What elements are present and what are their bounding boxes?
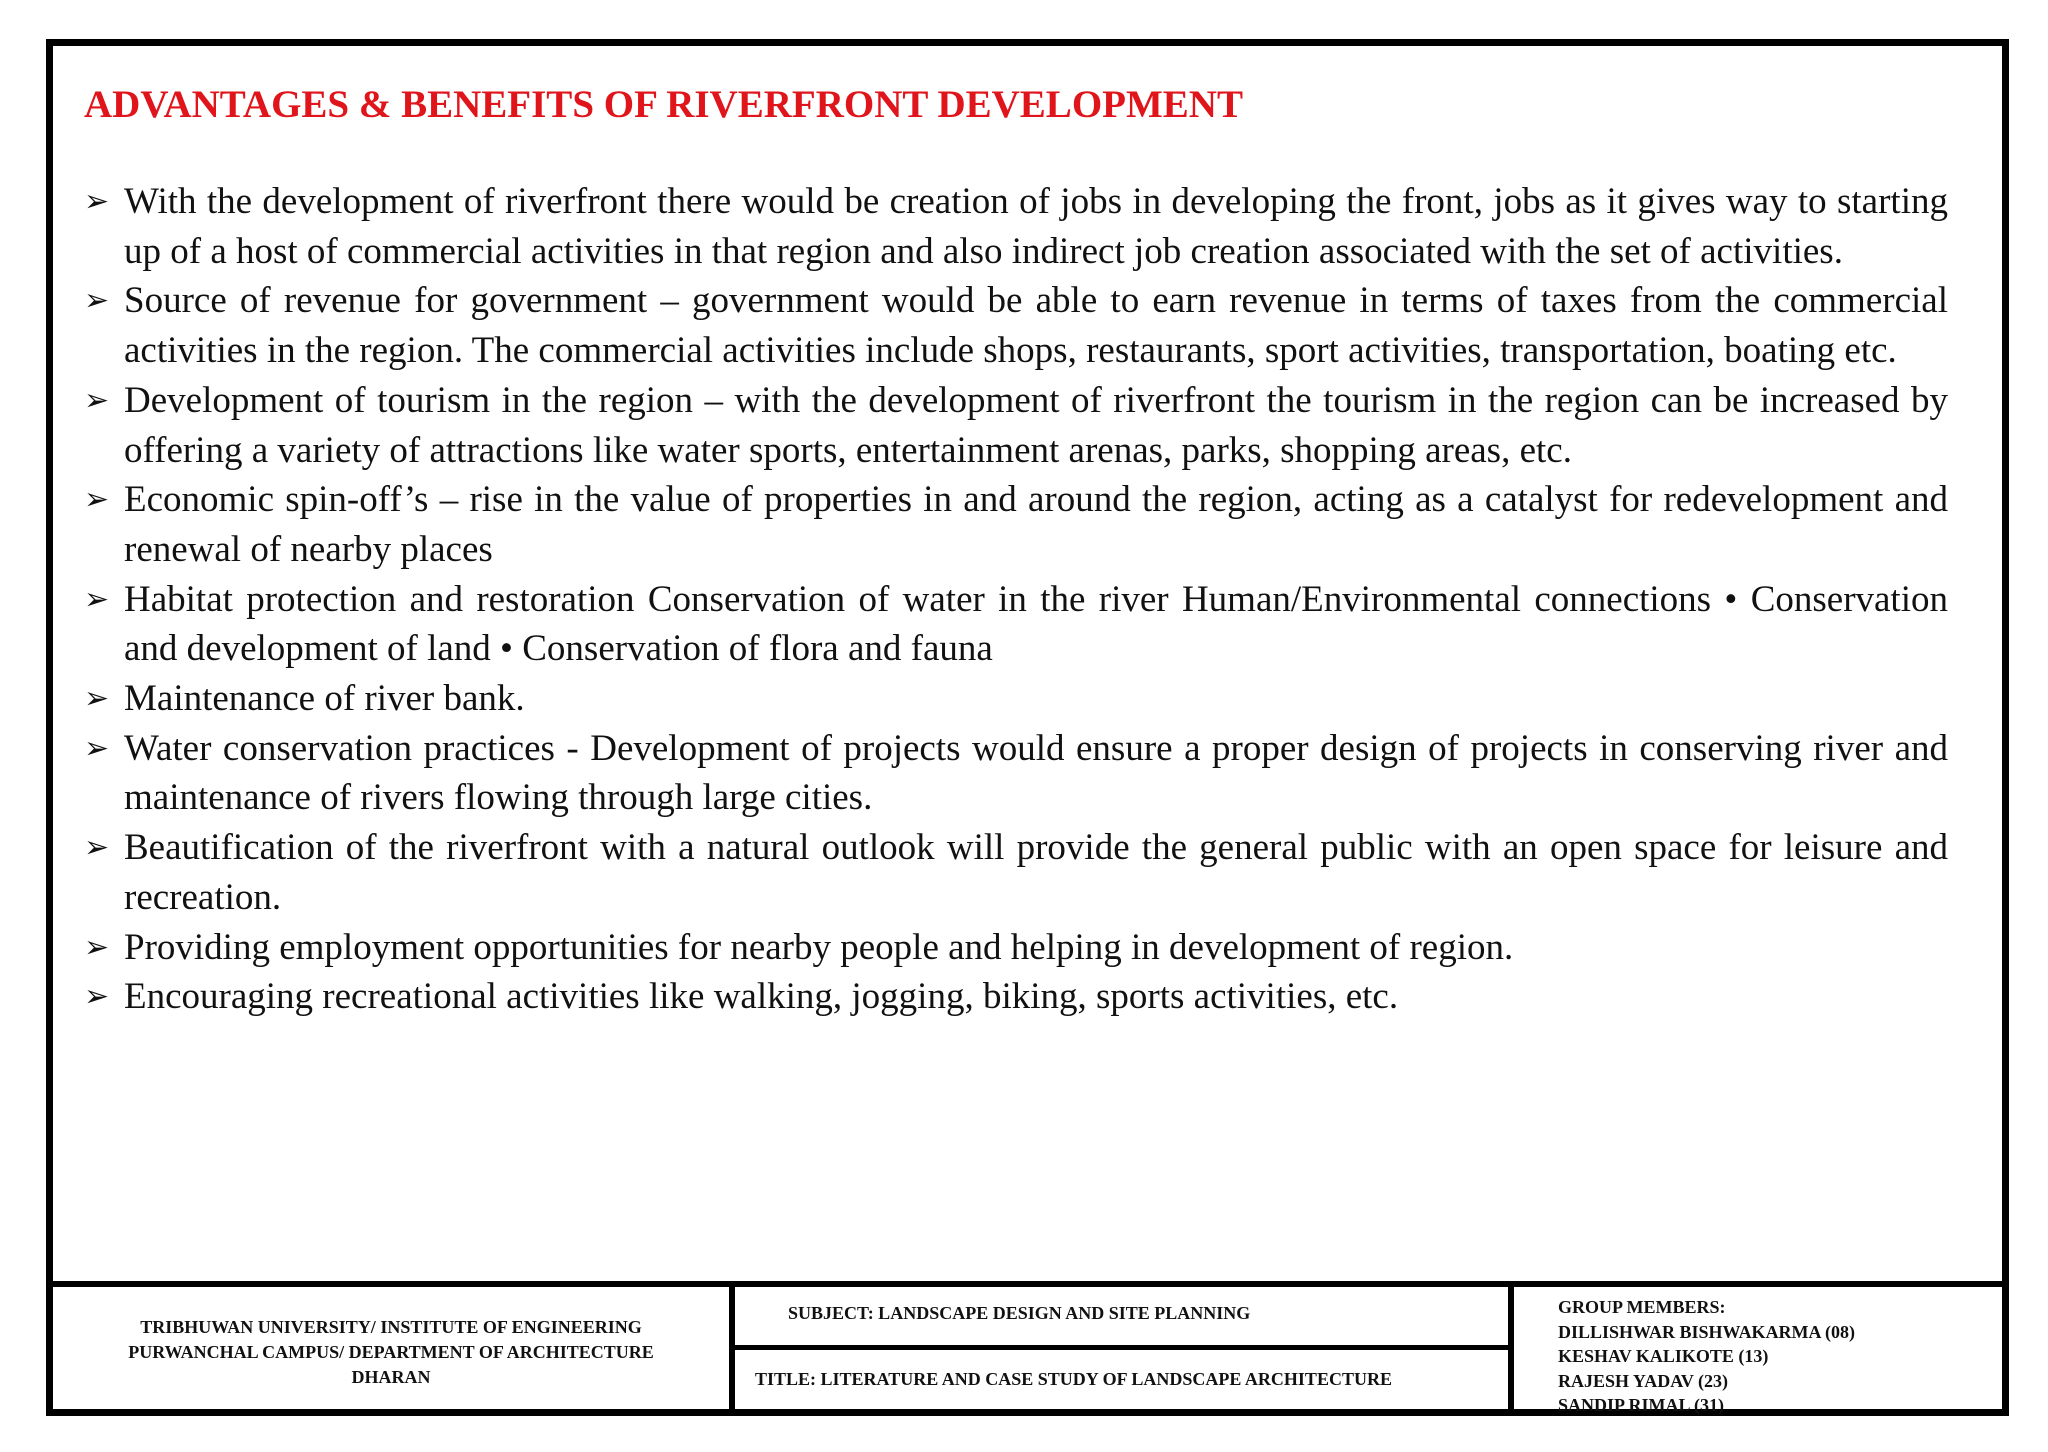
list-item <box>84 823 1948 922</box>
arrowhead-bullet-icon: ➢ <box>84 730 110 766</box>
arrowhead-bullet-icon: ➢ <box>84 482 110 518</box>
arrowhead-bullet-icon: ➢ <box>84 830 110 866</box>
bullet-list <box>84 177 1948 1022</box>
list-item <box>84 376 1948 475</box>
list-item <box>84 923 1948 973</box>
list-item <box>84 972 1948 1022</box>
subject-label: SUBJECT: LANDSCAPE DESIGN AND SITE PLANNING <box>788 1302 1251 1323</box>
group-members-heading: GROUP MEMBERS: <box>1558 1297 1726 1317</box>
bullet-text: Development of tourism in the region – with the development of riverfront the tourism in the region can be increased by offering a variety of attractions like water sports, entertainment arenas, parks, shopping areas, etc. <box>124 379 1948 471</box>
member-name: SANDIP RIMAL (31) <box>1558 1395 1725 1415</box>
subject-cell <box>735 1287 1508 1350</box>
list-item <box>84 276 1948 375</box>
sheet-title-label: TITLE: LITERATURE AND CASE STUDY OF LANDSCAPE ARCHITECTURE <box>755 1369 1392 1389</box>
member-name: KESHAV KALIKOTE (13) <box>1558 1346 1769 1366</box>
arrowhead-bullet-icon: ➢ <box>84 382 110 418</box>
title-cell <box>735 1350 1508 1409</box>
bullet-text: Water conservation practices - Development of projects would ensure a proper design of projects in conserving river and maintenance of rivers flowing through large cities. <box>124 727 1948 819</box>
location-line: DHARAN <box>351 1366 431 1387</box>
arrowhead-bullet-icon: ➢ <box>84 979 110 1015</box>
bullet-text: With the development of riverfront there would be creation of jobs in developing the front, jobs as it gives way to starting up of a host of commercial activities in that region and also indirect job creation associated with the set of activities. <box>124 181 1948 272</box>
arrowhead-bullet-icon: ➢ <box>84 929 110 965</box>
list-item <box>84 177 1948 276</box>
department-line: PURWANCHAL CAMPUS/ DEPARTMENT OF ARCHITECTURE <box>128 1341 654 1362</box>
list-item <box>84 575 1948 674</box>
arrowhead-bullet-icon: ➢ <box>84 681 110 717</box>
bullet-text: Economic spin-off’s – rise in the value of properties in and around the region, acting as a catalyst for redevelopment and renewal of nearby places <box>124 479 1948 570</box>
bullet-text: Beautification of the riverfront with a natural outlook will provide the general public with an open space for leisure and recreation. <box>124 827 1948 918</box>
bullet-text: Source of revenue for government – government would be able to earn revenue in terms of taxes from the commercial activities in the region. The commercial activities include shops, restaurants, sport activities, transportation, boating etc. <box>124 280 1948 372</box>
member-name: RAJESH YADAV (23) <box>1558 1370 1729 1391</box>
bullet-text: Encouraging recreational activities like walking, jogging, biking, sports activities, etc. <box>124 976 1399 1018</box>
arrowhead-bullet-icon: ➢ <box>84 581 110 617</box>
institution-block <box>53 1287 735 1409</box>
member-name: DILLISHWAR BISHWAKARMA (08) <box>1558 1321 1856 1342</box>
institution-line: TRIBHUWAN UNIVERSITY/ INSTITUTE OF ENGINEERING <box>140 1316 642 1337</box>
list-item <box>84 475 1948 574</box>
bullet-text: Maintenance of river bank. <box>124 678 525 720</box>
list-item <box>84 724 1948 823</box>
subject-title-block <box>735 1287 1514 1409</box>
list-item <box>84 674 1948 724</box>
bullet-text: Providing employment opportunities for nearby people and helping in development of region. <box>124 926 1514 968</box>
group-members-block <box>1514 1287 2002 1415</box>
arrowhead-bullet-icon: ➢ <box>84 184 110 219</box>
title-block <box>46 1281 2009 1416</box>
arrowhead-bullet-icon: ➢ <box>84 283 110 319</box>
page-title: ADVANTAGES & BENEFITS OF RIVERFRONT DEVELOPMENT <box>84 83 1243 126</box>
bullet-text: Habitat protection and restoration Conservation of water in the river Human/Environmental connections • Conservation and development of land • Conservation of flora and fauna <box>124 578 1948 670</box>
